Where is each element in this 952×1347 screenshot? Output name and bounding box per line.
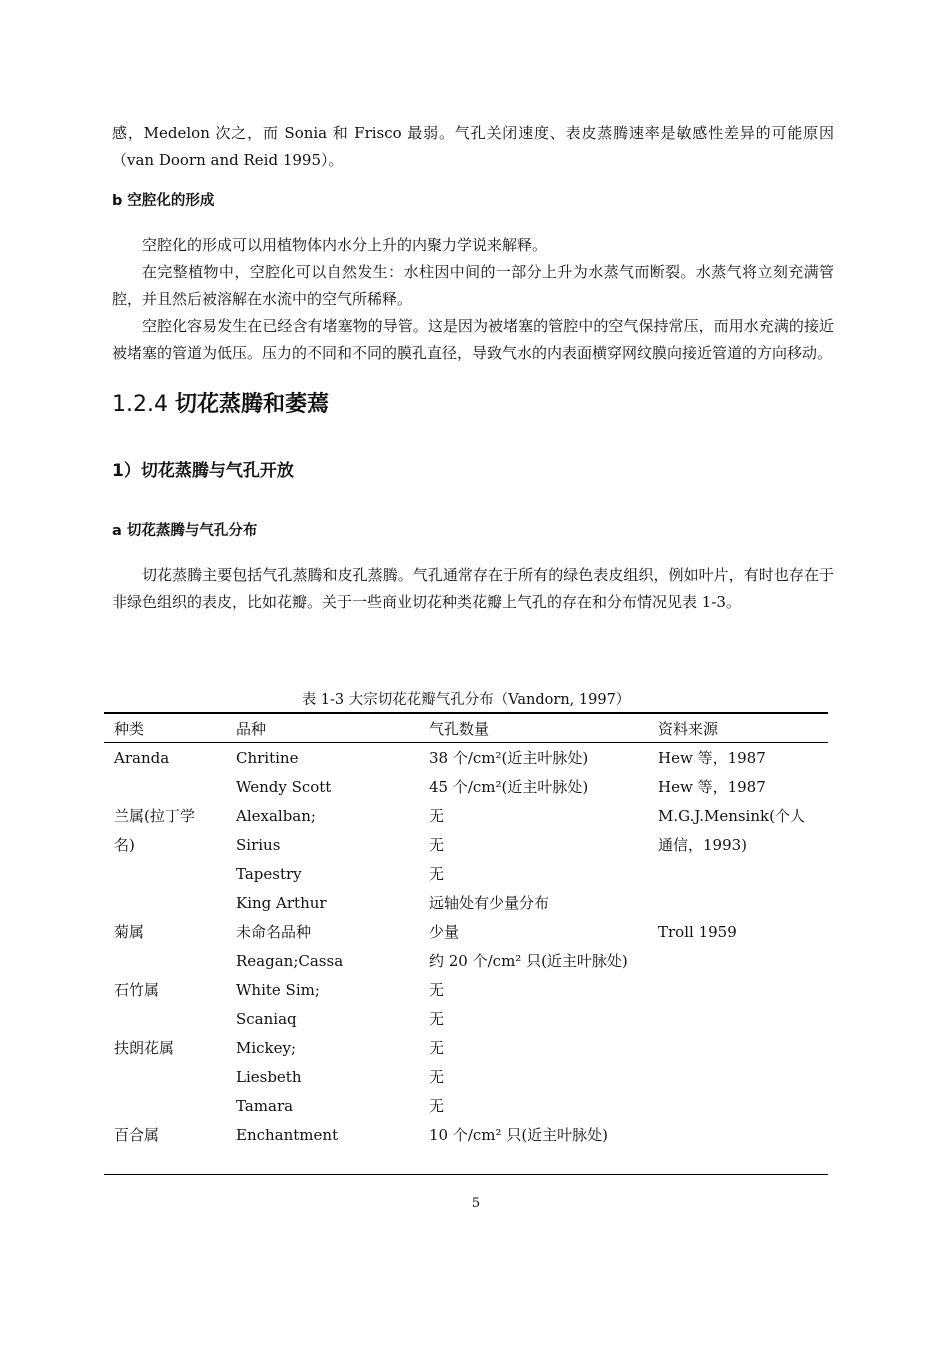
table-row (104, 1004, 828, 1033)
table-cell: Scaniaq (236, 1009, 297, 1028)
table-cell: 通信，1993) (658, 836, 748, 854)
table-cell: Liesbeth (236, 1067, 302, 1086)
table-cell: 扶朗花属 (114, 1039, 175, 1057)
table-cell: Tapestry (236, 864, 302, 883)
table-cell: Enchantment (236, 1125, 339, 1144)
section-title: 切花蒸腾和萎蔫 (174, 392, 329, 417)
table-cell (648, 1033, 828, 1062)
paragraph-cavitation-natural: 在完整植物中，空腔化可以自然发生：水柱因中间的一部分上升为水蒸气而断裂。水蒸气将立刻充满管腔，并且然后被溶解在水流中的空气所稀释。 (112, 263, 834, 308)
paragraph-cavitation-vessels: 空腔化容易发生在已经含有堵塞物的导管。这是因为被堵塞的管腔中的空气保持常压，而用水充满的接近被堵塞的管道为低压。压力的不同和不同的膜孔直径，导致气水的内表面横穿网纹膜向接近管道的方向移动。 (112, 317, 834, 362)
table-cell: King Arthur (236, 893, 327, 912)
table-row (104, 1062, 828, 1091)
table-cell: White Sim; (236, 980, 320, 999)
header-cultivar: 品种 (226, 713, 419, 743)
table-cell (648, 1004, 828, 1033)
table-cell (104, 1004, 226, 1033)
table-cell (648, 975, 828, 1004)
table-row (104, 743, 828, 773)
table-cell: Mickey; (236, 1038, 297, 1057)
table-cell (648, 946, 828, 975)
table-cell (104, 772, 226, 801)
table-cell: 10 个/cm² 只(近主叶脉处) (429, 1126, 609, 1144)
table-cell: 菊属 (114, 923, 145, 941)
table-cell (648, 1062, 828, 1091)
table-cell: 石竹属 (114, 981, 160, 999)
page-number: 5 (471, 1196, 481, 1211)
table-cell: 无 (429, 1010, 445, 1028)
table (104, 712, 828, 1149)
table-cell: Aranda (114, 748, 170, 767)
paragraph-cavitation-intro: 空腔化的形成可以用植物体内水分上升的内聚力学说来解释。 (142, 236, 548, 254)
table-cell: 约 20 个/cm² 只(近主叶脉处) (429, 952, 628, 970)
table-cell: Hew 等，1987 (658, 749, 766, 767)
table-cell: 45 个/cm²(近主叶脉处) (429, 778, 589, 796)
table-row (104, 1033, 828, 1062)
table-cell: 无 (429, 836, 445, 854)
table-header-row (104, 713, 828, 743)
table-cell (648, 1120, 828, 1149)
header-source: 资料来源 (648, 713, 828, 743)
heading-b-cavitation: b 空腔化的形成 (112, 193, 215, 209)
table-cell: Reagan;Cassa (236, 951, 344, 970)
table-cell: 无 (429, 1097, 445, 1115)
table-row (104, 946, 828, 975)
header-species: 种类 (104, 713, 226, 743)
table-cell (104, 1091, 226, 1120)
section-number: 1.2.4 (112, 392, 175, 417)
table-row (104, 772, 828, 801)
stomata-table (104, 712, 828, 1149)
table-cell (104, 946, 226, 975)
table-cell: 名) (114, 836, 135, 854)
paragraph-continued: 感，Medelon 次之，而 Sonia 和 Frisco 最弱。气孔关闭速度、表皮蒸腾速率是敏感性差异的可能原因（van Doorn and Reid 1995）。 (112, 124, 834, 169)
table-cell: Sirius (236, 835, 281, 854)
section-heading-1-2-4 (112, 387, 834, 418)
table-cell: 百合属 (114, 1126, 160, 1144)
table-body (104, 743, 828, 1150)
table-cell: 少量 (429, 923, 460, 941)
paragraph-transpiration: 切花蒸腾主要包括气孔蒸腾和皮孔蒸腾。气孔通常存在于所有的绿色表皮组织，例如叶片，有时也存在于非绿色组织的表皮，比如花瓣。关于一些商业切花种类花瓣上气孔的存在和分布情况见表 1-3。 (112, 566, 834, 611)
table-cell: 无 (429, 807, 445, 825)
table-cell (648, 859, 828, 888)
table-row (104, 888, 828, 917)
table-cell: 38 个/cm²(近主叶脉处) (429, 749, 589, 767)
table-cell: Hew 等，1987 (658, 778, 766, 796)
table-cell (648, 1091, 828, 1120)
table-cell: 无 (429, 981, 445, 999)
table-cell: Alexalban; (236, 806, 316, 825)
table-cell (104, 888, 226, 917)
table-cell (648, 888, 828, 917)
table-row (104, 801, 828, 830)
table-cell: 无 (429, 1068, 445, 1086)
table-cell (104, 859, 226, 888)
table-row (104, 917, 828, 946)
table-cell: Troll 1959 (658, 922, 737, 941)
table-cell: M.G.J.Mensink(个人 (658, 807, 805, 825)
table-row (104, 1091, 828, 1120)
table-cell: Wendy Scott (236, 777, 332, 796)
table-cell: Chritine (236, 748, 299, 767)
table-cell: 未命名品种 (236, 923, 312, 941)
table-cell: 无 (429, 1039, 445, 1057)
table-row (104, 975, 828, 1004)
table-cell (104, 1062, 226, 1091)
table-bottom-rule (104, 1174, 828, 1175)
table-cell: 无 (429, 865, 445, 883)
table-cell: 兰属(拉丁学 (114, 807, 195, 825)
header-stomata-count: 气孔数量 (419, 713, 648, 743)
table-row (104, 859, 828, 888)
table-cell: 远轴处有少量分布 (429, 894, 550, 912)
table-caption-wrap (104, 688, 828, 709)
heading-a-stomata: a 切花蒸腾与气孔分布 (112, 523, 258, 539)
table-cell: Tamara (236, 1096, 294, 1115)
heading-1-transpiration: 1）切花蒸腾与气孔开放 (112, 461, 294, 481)
table-row (104, 1120, 828, 1149)
table-row (104, 830, 828, 859)
document-body (112, 120, 834, 616)
table-caption: 表 1-3 大宗切花花瓣气孔分布（Vandorn, 1997） (301, 692, 631, 708)
